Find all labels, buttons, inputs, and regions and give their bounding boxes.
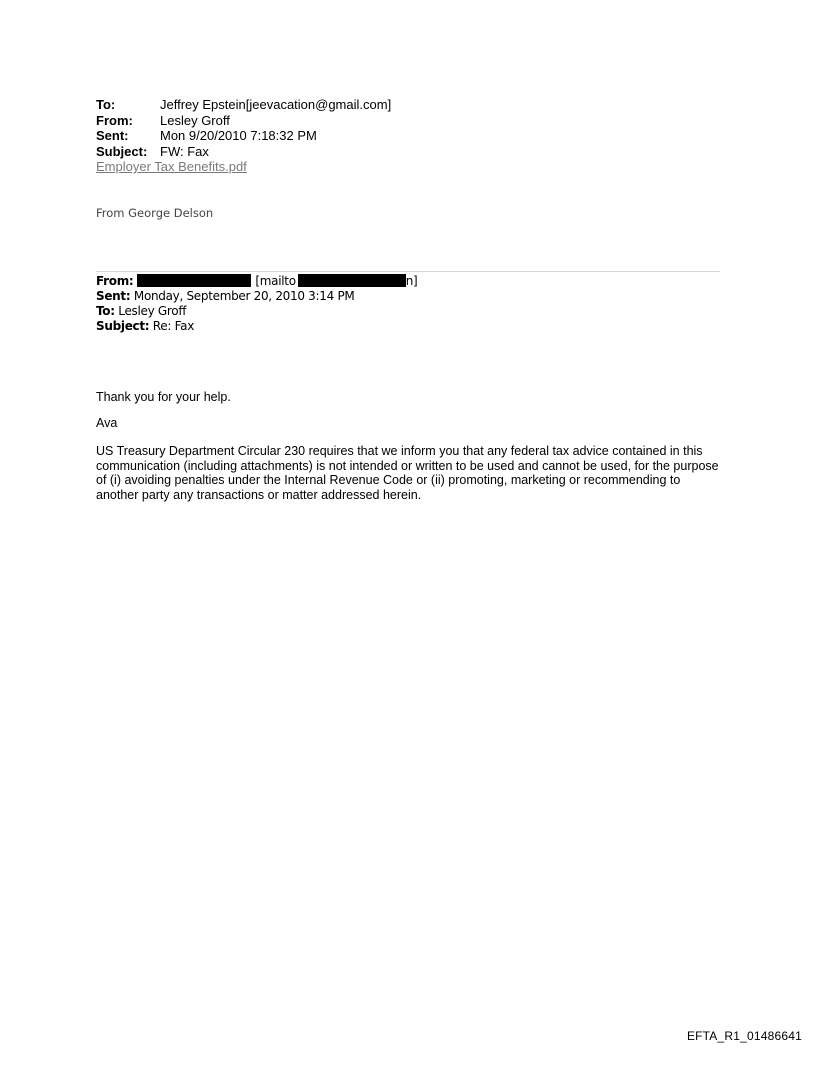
from-row [96, 113, 391, 129]
thanks-line: Thank you for your help. [96, 390, 231, 404]
mailto-text: [mailto [255, 274, 296, 288]
to-label: To: [96, 97, 116, 112]
original-email-header [96, 274, 417, 334]
original-from-label: From: [96, 274, 134, 288]
to-row [96, 97, 391, 113]
original-to-value: Lesley Groff [118, 304, 187, 318]
original-subject-label: Subject: [96, 319, 150, 333]
original-to-row [96, 304, 417, 319]
mailto-tail: n] [405, 274, 418, 288]
original-subject-value: Re: Fax [152, 319, 194, 333]
redaction-box [298, 274, 406, 287]
original-sent-row [96, 289, 417, 304]
forward-note: From George Delson [96, 206, 214, 220]
original-from-row [96, 274, 417, 289]
from-label: From: [96, 112, 133, 128]
subject-label: Subject: [96, 143, 148, 159]
from-value: Lesley Groff [160, 112, 230, 128]
sent-value: Mon 9/20/2010 7:18:32 PM [160, 128, 317, 143]
subject-value: FW: Fax [160, 143, 209, 159]
original-sent-value: Monday, September 20, 2010 3:14 PM [133, 289, 355, 303]
attachment-link[interactable]: Employer Tax Benefits.pdf [96, 159, 247, 174]
forward-email-header [96, 97, 391, 175]
original-sent-label: Sent: [96, 289, 131, 303]
original-to-label: To: [96, 304, 115, 318]
divider-line [96, 271, 720, 272]
disclaimer-paragraph: US Treasury Department Circular 230 requires that we inform you that any federal tax advice contained in this communication (including attachments) is not intended or written to be used and cannot be used, for the purpose of (i) avoiding penalties under the Internal Revenue Code or (ii) promoting, marketing or recommending to another party any transactions or matter addressed herein. [96, 444, 719, 502]
signoff: Ava [96, 415, 118, 430]
sent-row [96, 128, 391, 144]
original-subject-row [96, 319, 417, 334]
email-body [96, 390, 726, 502]
redaction-box [137, 274, 251, 287]
page-identifier: EFTA_R1_01486641 [686, 1029, 802, 1043]
sent-label: Sent: [96, 128, 129, 143]
to-value: Jeffrey Epstein[jeevacation@gmail.com] [160, 97, 392, 112]
subject-row [96, 144, 391, 160]
